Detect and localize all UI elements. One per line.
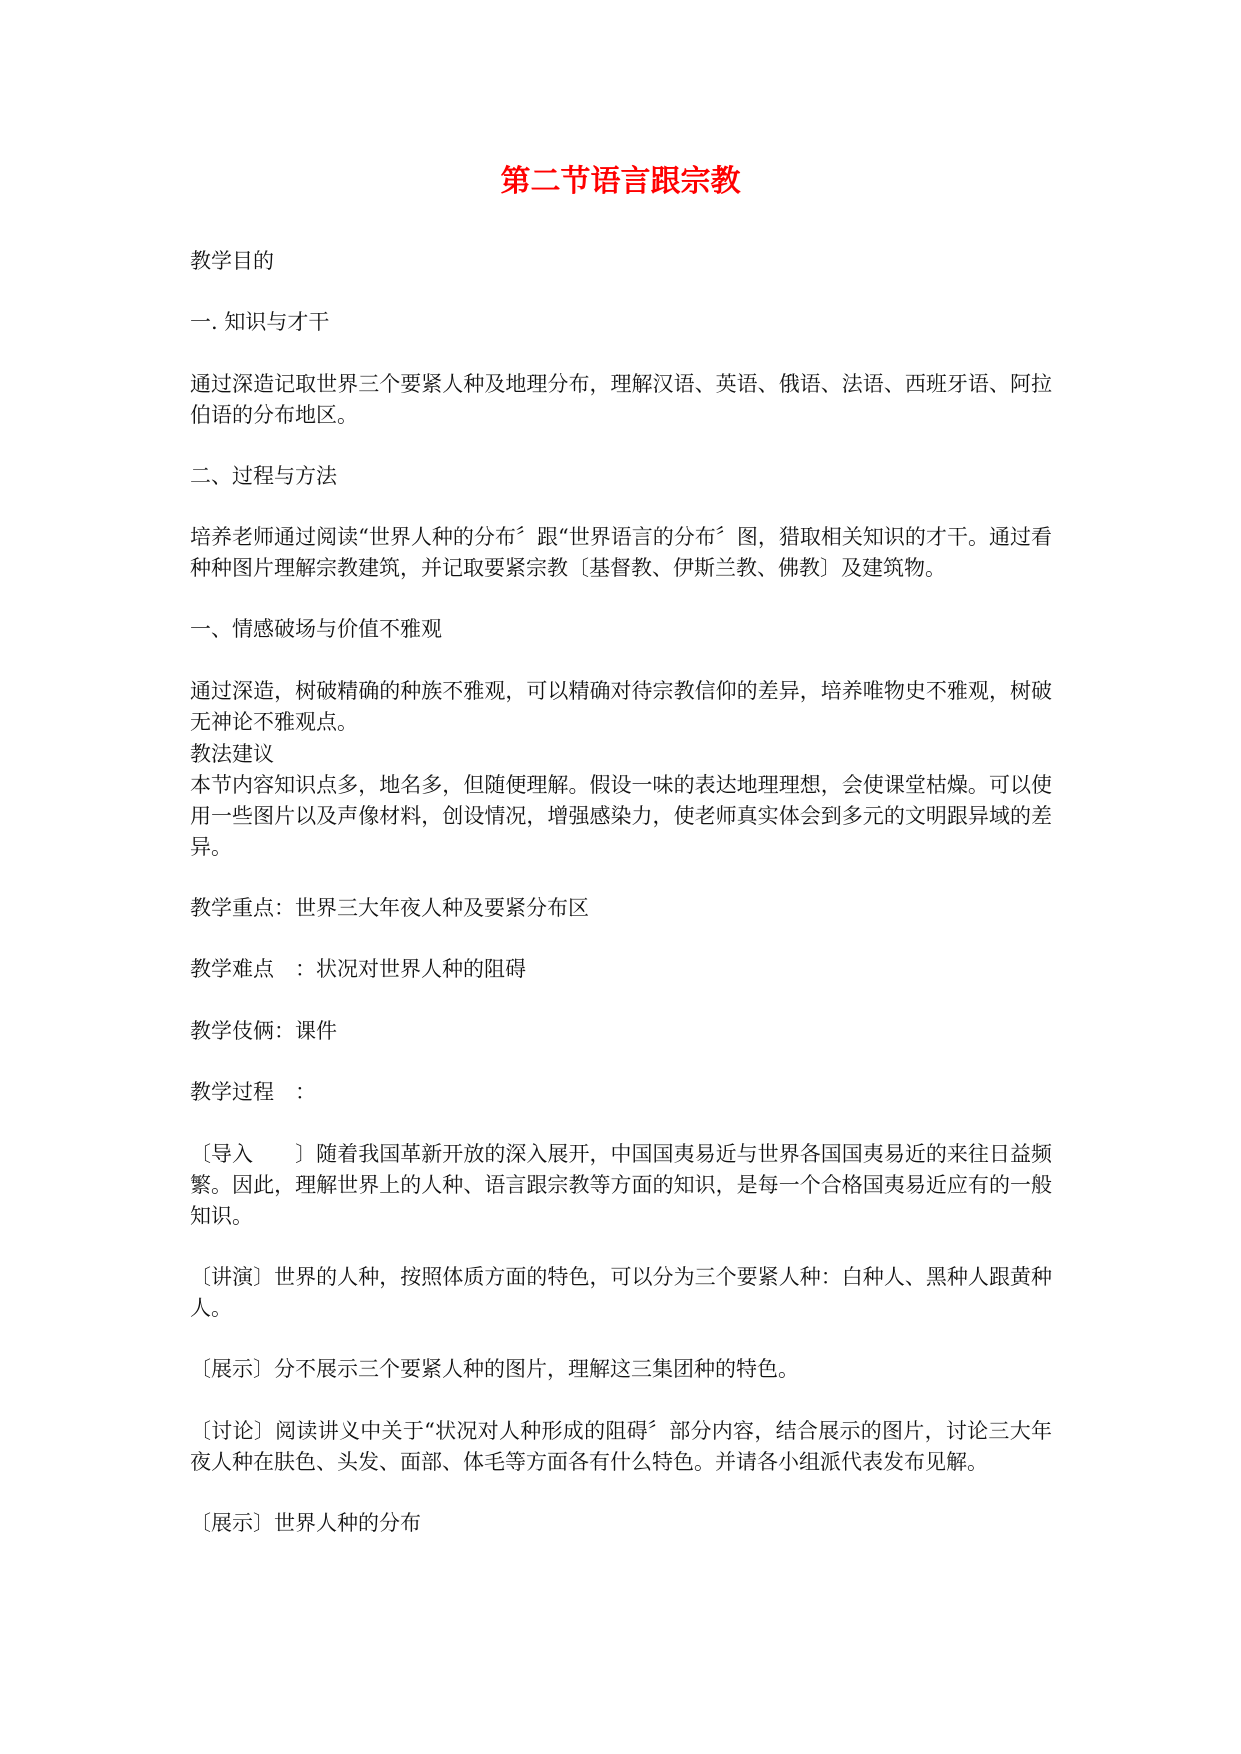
heading-teaching-process: 教学过程 ：	[190, 1080, 316, 1104]
paragraph-lecture: 〔讲演〕世界的人种，按照体质方面的特色，可以分为三个要紧人种：白种人、黑种人跟黄种人。	[190, 1265, 1052, 1320]
paragraph-key-points: 教学重点：世界三大年夜人种及要紧分布区	[190, 896, 589, 920]
heading-emotion-values: 一、情感破场与价值不雅观	[190, 617, 442, 641]
paragraph-process-method: 培养老师通过阅读“世界人种的分布〞跟“世界语言的分布〞图，猎取相关知识的才干。通过看种种图片理解宗教建筑，并记取要紧宗教〔基督教、伊斯兰教、佛教〕及建筑物。	[190, 525, 1052, 580]
heading-teaching-goals: 教学目的	[190, 249, 274, 273]
paragraph-display-distribution: 〔展示〕世界人种的分布	[190, 1511, 421, 1535]
paragraph-teaching-means: 教学伎俩：课件	[190, 1019, 337, 1043]
paragraph-discussion: 〔讨论〕阅读讲义中关于“状况对人种形成的阻碍〞部分内容，结合展示的图片，讨论三大年夜人种在肤色、头发、面部、体毛等方面各有什么特色。并请各小组派代表发布见解。	[190, 1419, 1052, 1474]
paragraph-display-races: 〔展示〕分不展示三个要紧人种的图片，理解这三集团种的特色。	[190, 1357, 799, 1381]
paragraph-difficulties: 教学难点 ：状况对世界人种的阻碍	[190, 957, 526, 981]
heading-teaching-suggestions: 教法建议	[190, 742, 274, 766]
paragraph-introduction: 〔导入 〕随着我国革新开放的深入展开，中国国夷易近与世界各国国夷易近的来往日益频繁。因此，理解世界上的人种、语言跟宗教等方面的知识，是每一个合格国夷易近应有的一般知识。	[190, 1142, 1052, 1228]
document-title: 第二节语言跟宗教	[500, 164, 741, 199]
heading-process-method: 二、过程与方法	[190, 464, 337, 488]
paragraph-knowledge-ability: 通过深造记取世界三个要紧人种及地理分布，理解汉语、英语、俄语、法语、西班牙语、阿拉伯语的分布地区。	[190, 372, 1052, 427]
paragraph-teaching-suggestions: 本节内容知识点多，地名多，但随便理解。假设一味的表达地理理想，会使课堂枯燥。可以使用一些图片以及声像材料，创设情况，增强感染力，使老师真实体会到多元的文明跟异域的差异。	[190, 773, 1052, 859]
paragraph-emotion-values: 通过深造，树破精确的种族不雅观，可以精确对待宗教信仰的差异，培养唯物史不雅观，树破无神论不雅观点。	[190, 679, 1052, 734]
heading-knowledge-ability: 一. 知识与才干	[190, 310, 330, 334]
